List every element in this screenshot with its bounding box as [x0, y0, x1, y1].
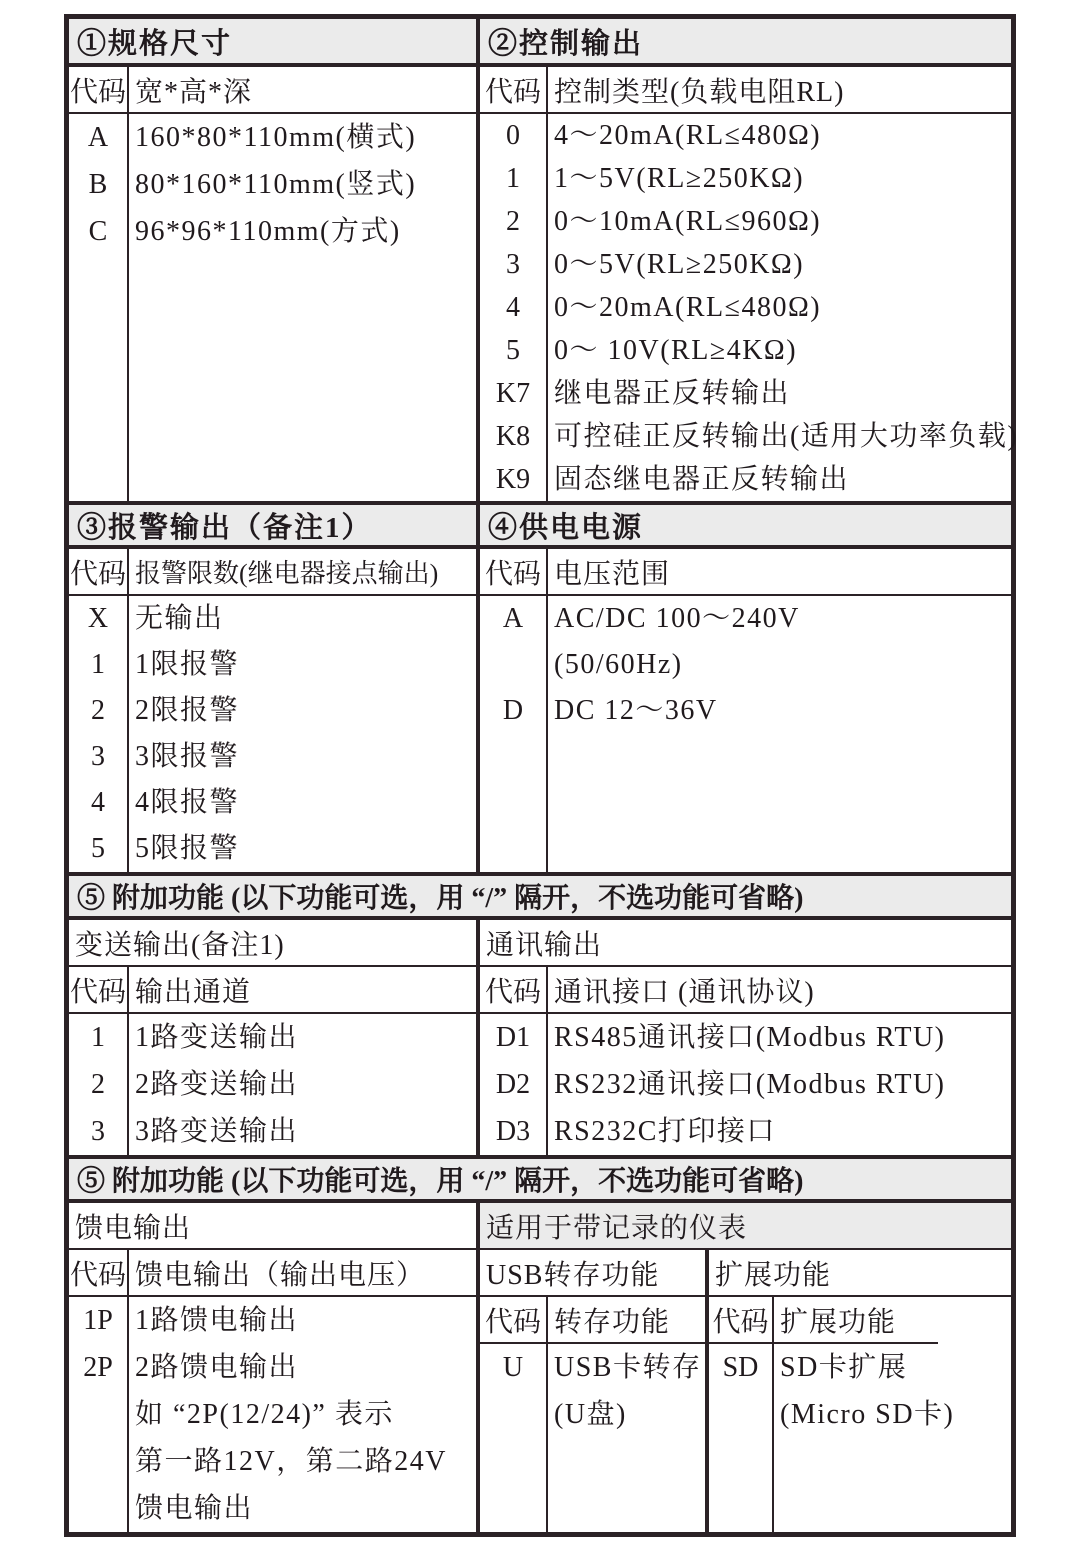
s1-row-code: B: [88, 169, 108, 200]
header-band-3: [69, 967, 1011, 1014]
s2-row-desc: 4～20mA(RL≤480Ω): [554, 120, 822, 151]
s5a-right-header-code: 代码: [480, 967, 548, 1012]
s3-row-desc: 2限报警: [135, 695, 240, 726]
section4-title: ④供电电源: [488, 511, 644, 544]
s5a-left-row-code: 1: [91, 1022, 105, 1053]
s5b-left-row-code: 2P: [83, 1352, 113, 1383]
s5b-usb-header-desc: 转存功能: [554, 1306, 671, 1338]
s2-row-code: 0: [506, 120, 520, 151]
s2-row-desc: 固态继电器正反转输出: [554, 464, 850, 495]
s5a-left-row-desc: 2路变送输出: [135, 1069, 299, 1100]
s1-row-code: C: [88, 216, 108, 247]
s3-desc-column: [129, 596, 480, 872]
s5b-left-row-desc: 馈电输出: [135, 1493, 254, 1524]
s5a-left-row-desc: 1路变送输出: [135, 1022, 299, 1053]
s1-row-desc: 96*96*110mm(方式): [135, 216, 401, 247]
s5b-left-row-desc: 1路馈电输出: [135, 1305, 299, 1336]
s2-row-desc: 0～10mA(RL≤960Ω): [554, 206, 822, 237]
s5b-left-header-desc: 馈电输出（输出电压）: [129, 1250, 480, 1295]
section3-title: ③报警输出（备注1）: [69, 505, 480, 545]
s1-header-code: 代码: [69, 67, 129, 112]
s5b-left-row-desc: 第一路12V，第二路24V: [135, 1446, 447, 1477]
s2-row-code: 1: [506, 163, 520, 194]
s2-row-desc: 0～5V(RL≥250KΩ): [554, 249, 805, 280]
s2-header-desc: 控制类型(负载电阻RL): [554, 76, 845, 108]
s5b-left-subtitle: 馈电输出: [69, 1203, 480, 1248]
s2-row-desc: 0～ 10V(RL≥4KΩ): [554, 335, 798, 366]
s3-row-desc: 4限报警: [135, 787, 240, 818]
title-band-3: [69, 872, 1011, 920]
s5b-usb-row-desc: USB卡转存: [554, 1352, 702, 1383]
s5b-left-code-column: [69, 1297, 129, 1532]
s1-row-desc: 80*160*110mm(竖式): [135, 169, 417, 200]
s5b-usb-subtable: [480, 1297, 709, 1532]
s3-row-code: X: [87, 603, 109, 634]
body-band-4: [69, 1297, 1011, 1532]
s1-header-desc: 宽*高*深: [129, 67, 480, 112]
s4-row-desc: AC/DC 100～240V: [554, 603, 800, 634]
s5a-left-row-code: 3: [91, 1116, 105, 1147]
s5b-usb-row-code: U: [502, 1352, 524, 1383]
s5b-ext-desc-column: [774, 1344, 955, 1532]
s1-row-code: A: [87, 122, 109, 153]
s4-row-code: [480, 642, 546, 688]
s3-row-desc: 无输出: [135, 603, 224, 634]
s5b-left-row-desc: 如 “2P(12/24)” 表示: [135, 1399, 394, 1430]
s4-header-desc: 电压范围: [554, 558, 671, 590]
s5a-right-desc-column: [548, 1014, 1011, 1155]
s5b-left-row-code: 1P: [83, 1305, 113, 1336]
s5b-left-desc-column: [129, 1297, 480, 1532]
s5b-usb-code-column: [480, 1344, 548, 1532]
s3-header-desc: 报警限数(继电器接点输出): [129, 549, 480, 594]
section1-title: ①规格尺寸: [69, 19, 480, 63]
s5b-right-subtitle: 适用于带记录的仪表: [480, 1203, 1011, 1248]
s4-row-desc: (50/60Hz): [554, 649, 683, 680]
s3-row-code: 4: [91, 787, 105, 818]
s5a-right-row-code: D3: [495, 1116, 531, 1147]
section5a-title: ⑤ 附加功能 (以下功能可选，用 “/” 隔开，不选功能可省略): [77, 883, 804, 914]
s3-header-code: 代码: [69, 549, 129, 594]
s5b-usb-desc-column: [548, 1344, 705, 1532]
s3-row-code: 5: [91, 833, 105, 864]
s3-row-desc: 3限报警: [135, 741, 240, 772]
s5a-right-row-code: D2: [495, 1069, 531, 1100]
s3-row-desc: 5限报警: [135, 833, 240, 864]
s5b-usb-header-code: 代码: [480, 1297, 548, 1342]
s2-row-desc: 可控硅正反转输出(适用大功率负载): [554, 421, 1019, 452]
s5a-left-header-code: 代码: [69, 967, 129, 1012]
s5a-left-row-code: 2: [91, 1069, 105, 1100]
section2-title: ②控制输出: [488, 27, 644, 60]
section5b-title: ⑤ 附加功能 (以下功能可选，用 “/” 隔开，不选功能可省略): [77, 1166, 804, 1197]
s5a-left-code-column: [69, 1014, 129, 1155]
s2-row-code: 2: [506, 206, 520, 237]
body-band-1: [69, 114, 1019, 501]
subheader-band-1: [69, 920, 1011, 967]
s3-row-code: 2: [91, 695, 105, 726]
title-band-1: [69, 19, 1011, 67]
s1-desc-column: [129, 114, 480, 501]
s5b-ext-code-column: [709, 1344, 774, 1532]
s3-row-code: 3: [91, 741, 105, 772]
title-band-4: [69, 1155, 1011, 1203]
s3-row-code: 1: [91, 649, 105, 680]
s4-row-desc: DC 12～36V: [554, 695, 718, 726]
title-band-2: [69, 501, 1011, 549]
s5a-right-row-code: D1: [495, 1022, 531, 1053]
s5a-left-header-desc: 输出通道: [129, 967, 480, 1012]
s2-header-code: 代码: [480, 67, 548, 112]
s5b-ext-row-desc: SD卡扩展: [780, 1352, 908, 1383]
s4-desc-column: [548, 596, 1011, 872]
s5a-right-row-desc: RS232通讯接口(Modbus RTU): [554, 1069, 946, 1100]
ordering-spec-table: [64, 14, 1019, 1537]
s5b-ext-header-row: [709, 1297, 938, 1344]
s1-code-column: [69, 114, 129, 501]
s2-row-code: K9: [495, 464, 531, 495]
s2-row-code: 5: [506, 335, 520, 366]
s5b-left-row-desc: 2路馈电输出: [135, 1352, 299, 1383]
s2-row-code: K7: [495, 378, 531, 409]
s3-code-column: [69, 596, 129, 872]
s5b-ext-body: [709, 1344, 955, 1532]
s5a-right-header-desc: 通讯接口 (通讯协议): [554, 976, 815, 1008]
body-band-2: [69, 596, 1011, 872]
s5b-usb-header-row: [480, 1297, 705, 1344]
header-band-1: [69, 67, 1011, 114]
s5b-ext-header-code: 代码: [709, 1297, 774, 1342]
s4-row-code: D: [502, 695, 524, 726]
s5a-right-code-column: [480, 1014, 548, 1155]
s2-row-code: 4: [506, 292, 520, 323]
s4-code-column: [480, 596, 548, 872]
s5b-usb-row-desc: (U盘): [554, 1399, 627, 1430]
s2-code-column: [480, 114, 548, 501]
header-band-2: [69, 549, 1011, 596]
s3-row-desc: 1限报警: [135, 649, 240, 680]
s5b-left-header-code: 代码: [69, 1250, 129, 1295]
s5b-ext-row-code: SD: [722, 1352, 759, 1383]
s1-row-desc: 160*80*110mm(横式): [135, 122, 417, 153]
s4-row-code: A: [502, 603, 524, 634]
s2-row-desc: 继电器正反转输出: [554, 378, 791, 409]
s4-header-code: 代码: [480, 549, 548, 594]
s2-row-desc: 0～20mA(RL≤480Ω): [554, 292, 822, 323]
s5a-right-subtitle: 通讯输出: [486, 929, 603, 961]
s5a-right-row-desc: RS485通讯接口(Modbus RTU): [554, 1022, 946, 1053]
s2-row-code: 3: [506, 249, 520, 280]
s2-row-code: K8: [495, 421, 531, 452]
s5a-left-desc-column: [129, 1014, 480, 1155]
s5b-usb-title: USB转存功能: [480, 1250, 709, 1295]
body-band-3: [69, 1014, 1011, 1155]
s5a-left-subtitle: 变送输出(备注1): [69, 920, 480, 965]
s5b-usb-body: [480, 1344, 705, 1532]
s5a-right-row-desc: RS232C打印接口: [554, 1116, 776, 1147]
s5b-ext-header-desc: 扩展功能: [780, 1306, 897, 1338]
s2-row-desc: 1～5V(RL≥250KΩ): [554, 163, 805, 194]
s5b-ext-row-desc: (Micro SD卡): [780, 1399, 955, 1430]
s5a-left-row-desc: 3路变送输出: [135, 1116, 299, 1147]
s5b-ext-title: 扩展功能: [715, 1259, 832, 1291]
subheader-band-2: [69, 1203, 1011, 1250]
header-band-4: [69, 1250, 1011, 1297]
s2-desc-column: [548, 114, 1019, 501]
s5b-ext-subtable: [709, 1297, 955, 1532]
